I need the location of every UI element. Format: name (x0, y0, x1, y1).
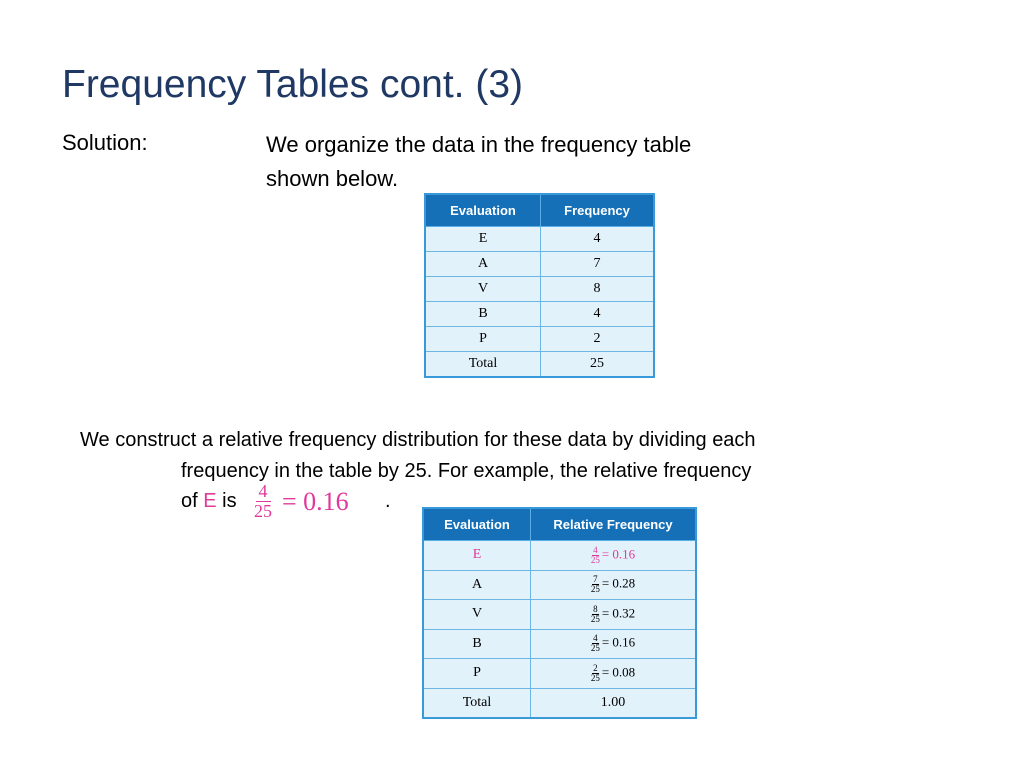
slide-title: Frequency Tables cont. (3) (62, 63, 524, 106)
evaluation-cell: V (425, 277, 541, 302)
total-value-cell: 1.00 (531, 688, 697, 718)
relative-frequency-cell (531, 659, 697, 689)
total-value-cell: 25 (541, 352, 655, 378)
fraction-numerator: 2 (593, 662, 598, 673)
fraction-numerator: 8 (593, 603, 598, 614)
evaluation-cell: B (425, 302, 541, 327)
evaluation-cell: B (423, 629, 531, 659)
frequency-cell: 4 (541, 302, 655, 327)
fraction-denominator: 25 (590, 643, 600, 654)
relative-frequency-cell (531, 600, 697, 630)
column-header-evaluation: Evaluation (425, 194, 541, 227)
table-row (423, 629, 696, 659)
table-header-row (425, 194, 654, 227)
fraction-numerator: 4 (256, 482, 271, 502)
paragraph-line-3 (181, 486, 237, 516)
fraction-numerator: 7 (593, 574, 598, 585)
fraction (591, 546, 600, 565)
solution-text (266, 128, 806, 196)
table-total-row (423, 688, 696, 718)
table-total-row (425, 352, 654, 378)
highlight-letter: E (203, 490, 217, 512)
solution-line-2: shown below. (266, 166, 399, 191)
table-header-row (423, 508, 696, 541)
total-label-cell: Total (423, 688, 531, 718)
example-fraction (254, 482, 349, 521)
total-label-cell: Total (425, 352, 541, 378)
fraction-result: = 0.16 (282, 486, 349, 516)
evaluation-cell: E (425, 227, 541, 252)
fraction-denominator: 25 (590, 613, 600, 624)
table-row (425, 277, 654, 302)
frequency-table (424, 193, 655, 378)
fraction-numerator: 4 (593, 633, 598, 644)
evaluation-cell: V (423, 600, 531, 630)
fraction-denominator: 25 (590, 584, 600, 595)
fraction-denominator: 25 (254, 501, 272, 521)
table-row (423, 600, 696, 630)
evaluation-cell: P (425, 327, 541, 352)
fraction-value: = 0.28 (601, 575, 636, 591)
fraction (591, 664, 600, 683)
paragraph-line-1: We construct a relative frequency distribution for these data by dividing each (80, 429, 756, 451)
fraction-value: = 0.32 (601, 605, 636, 621)
fraction-value: = 0.08 (601, 664, 636, 680)
table-row (425, 302, 654, 327)
column-header-relative-frequency: Relative Frequency (531, 508, 697, 541)
relative-frequency-cell (531, 629, 697, 659)
fraction (591, 605, 600, 624)
table-row (425, 227, 654, 252)
end-punctuation: . (385, 490, 391, 512)
relative-frequency-table (422, 507, 697, 719)
frequency-cell: 8 (541, 277, 655, 302)
fraction-value: = 0.16 (601, 634, 636, 650)
table-row (425, 252, 654, 277)
column-header-evaluation: Evaluation (423, 508, 531, 541)
relative-frequency-cell (531, 541, 697, 571)
frequency-cell: 7 (541, 252, 655, 277)
paragraph-suffix: is (216, 490, 237, 512)
evaluation-cell: A (423, 570, 531, 600)
fraction-value: = 0.16 (601, 546, 636, 562)
fraction (254, 482, 272, 521)
fraction-numerator: 4 (593, 544, 598, 555)
fraction (591, 575, 600, 594)
table-row (425, 327, 654, 352)
paragraph-line-2: frequency in the table by 25. For example, the relative frequency (181, 460, 752, 482)
frequency-cell: 4 (541, 227, 655, 252)
table-row (423, 659, 696, 689)
frequency-cell: 2 (541, 327, 655, 352)
paragraph-prefix: of (181, 490, 204, 512)
evaluation-cell: E (423, 541, 531, 571)
fraction (591, 634, 600, 653)
table-row (423, 541, 696, 571)
column-header-frequency: Frequency (541, 194, 655, 227)
solution-line-1: We organize the data in the frequency table (266, 132, 692, 157)
solution-label: Solution: (62, 130, 148, 155)
fraction-denominator: 25 (590, 672, 600, 683)
fraction-denominator: 25 (590, 554, 600, 565)
relative-frequency-cell (531, 570, 697, 600)
evaluation-cell: P (423, 659, 531, 689)
table-row (423, 570, 696, 600)
evaluation-cell: A (425, 252, 541, 277)
